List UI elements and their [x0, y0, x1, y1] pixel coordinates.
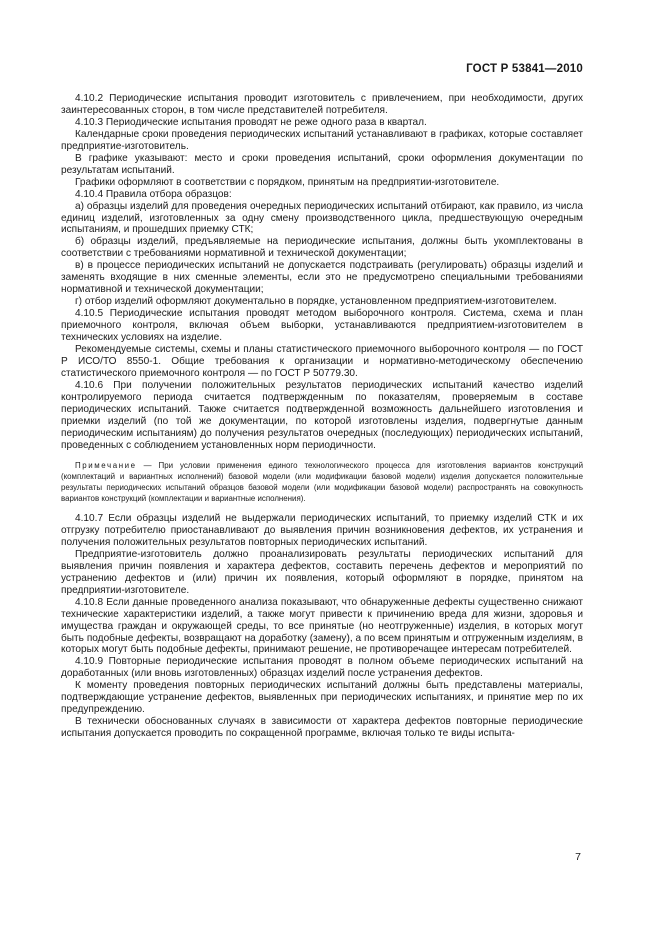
paragraph-schedule: В графике указывают: место и сроки проведения испытаний, сроки оформления документации по результатам испытаний. [61, 152, 583, 176]
paragraph-reduced-program: В технически обоснованных случаях в зависимости от характера дефектов повторные периодические испытания допускается проводить по сокращенной программе, включая только те виды испыта- [61, 716, 583, 740]
page-number: 7 [575, 851, 581, 863]
list-item-g: г) отбор изделий оформляют документально в порядке, установленном предприятием-изготовителем. [75, 296, 557, 308]
list-item-b: б) образцы изделий, предъявляемые на периодические испытания, должны быть укомплектованы в соответствии с требованиями нормативной и технической документации; [61, 236, 583, 260]
list-item-a: а) образцы изделий для проведения очередных периодических испытаний отбирают, как правило, из числа единиц изделий, изготовленных за одну смену производственного цикла, предшествующую очередным испытаниям, и прошедших приемку СТК; [61, 200, 583, 236]
document-body [61, 93, 583, 740]
paragraph-4-10-3: 4.10.3 Периодические испытания проводят не реже одного раза в квартал. [75, 116, 427, 128]
paragraph-4-10-5: 4.10.5 Периодические испытания проводят методом выборочного контроля. Система, схема и план приемочного контроля, включая объем выборки, устанавливаются предприятием-изготовителем в технических условиях на изделие. [61, 308, 583, 344]
paragraph-4-10-8: 4.10.8 Если данные проведенного анализа показывают, что обнаруженные дефекты существенно снижают технические характеристики изделий, а также могут привести к причинению вреда для жизни, здоровья и имущества граждан и окружающей среды, то все принятые (но неотгруженные) изделия, в которых могут быть подобные дефекты, возвращают на доработку (замену), а по всем принятым и отгруженным изделиям, в которых могут быть подобные дефекты, принимают решение, не противоречащее интересам потребителей. [61, 596, 583, 656]
list-item-v: в) в процессе периодических испытаний не допускается подстраивать (регулировать) образцы изделий и заменять входящие в них сменные элементы, если это не предусмотрено специальными требованиями нормативной и технической документации; [61, 260, 583, 296]
paragraph-4-10-2: 4.10.2 Периодические испытания проводит изготовитель с привлечением, при необходимости, других заинтересованных сторон, в том числе представителей потребителя. [61, 93, 583, 116]
page-header: ГОСТ Р 53841—2010 [466, 63, 583, 75]
paragraph-4-10-7: 4.10.7 Если образцы изделий не выдержали периодических испытаний, то приемку изделий СТК и их отгрузку потребителю приостанавливают до выявления причин возникновения дефектов, их устранения и получения положительных результатов повторных периодических испытаний. [61, 512, 583, 548]
paragraph-recommended: Рекомендуемые системы, схемы и планы статистического приемочного выборочного контроля — по ГОСТ Р ИСО/ТО 8550-1. Общие требования к организации и нормативно-методическому обеспечению статистического приемочного контроля — по ГОСТ Р 50779.30. [61, 344, 583, 379]
note [61, 460, 583, 504]
paragraph-calendar: Календарные сроки проведения периодических испытаний устанавливают в графиках, которые составляет предприятие-изготовитель. [61, 128, 583, 152]
paragraph-materials: К моменту проведения повторных периодических испытаний должны быть представлены материалы, подтверждающие устранение дефектов, выявленных при периодических испытаниях, и принятие мер по их предупреждению. [61, 680, 583, 716]
paragraph-analysis: Предприятие-изготовитель должно проанализировать результаты периодических испытаний для выявления причин появления и характера дефектов, составить перечень дефектов и мероприятий по устранению дефектов и (или) причин их появления, который оформляют в порядке, принятом на предприятии-изготовителе. [61, 548, 583, 596]
note-text: — При условии применения единого технологического процесса для изготовления вариантов конструкций (комплектаций и вариантных исполнений) базовой модели (или модификации базовой модели) изделия допускается положительные результаты периодических испытаний образцов базовой модели (или модификации базовой модели) распространять на совокупность вариантов конструкций (комплектации и вариантные исполнения). [61, 460, 583, 503]
paragraph-graphs: Графики оформляют в соответствии с порядком, принятым на предприятии-изготовителе. [75, 176, 500, 188]
note-label: Примечание [75, 460, 137, 470]
paragraph-4-10-4: 4.10.4 Правила отбора образцов: [75, 188, 232, 200]
paragraph-4-10-9: 4.10.9 Повторные периодические испытания проводят в полном объеме периодических испытаний на доработанных (или вновь изготовленных) образцах изделий после устранения дефектов. [61, 656, 583, 680]
paragraph-4-10-6: 4.10.6 При получении положительных результатов периодических испытаний качество изделий контролируемого периода считается подтвержденным по показателям, проверяемым в составе периодических испытаний. Также считается подтвержденной возможность дальнейшего изготовления и приемки изделий (по той же документации, по которой изготовлены изделия, подвергнутые данным периодическим испытаниям) до получения результатов очередных (последующих) периодических испытаний, проведенных с соблюдением установленных норм периодичности. [61, 379, 583, 451]
